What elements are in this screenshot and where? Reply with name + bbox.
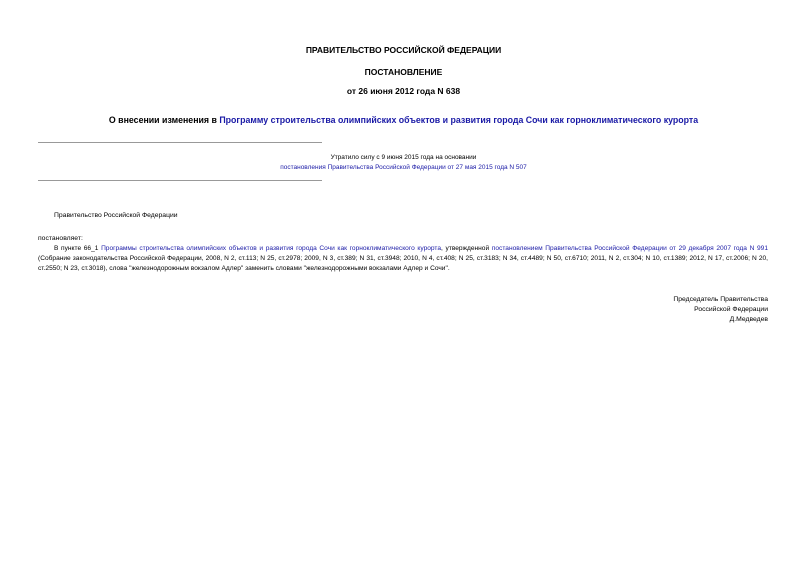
title-program-link[interactable]: Программу строительства олимпийских объектов и развития города Сочи как горноклиматического курорта	[219, 115, 699, 125]
divider-bottom	[38, 180, 322, 181]
status-note-row	[0, 164, 807, 171]
status-note-text: Утратило силу с 9 июня 2015 года на основании	[330, 154, 477, 161]
signature-organization: Российской Федерации	[694, 306, 768, 313]
government-name: Правительство Российской Федерации	[54, 212, 178, 219]
paragraph-middle: , утвержденной	[441, 245, 492, 252]
signature-position: Председатель Правительства	[673, 296, 768, 303]
signature-name: Д.Медведев	[729, 316, 768, 323]
decrees-word: постановляет:	[38, 235, 83, 242]
title-prefix: О внесении изменения в	[108, 115, 220, 125]
program-link[interactable]: Программы строительства олимпийских объектов и развития города Сочи как горноклиматического курорта	[101, 245, 442, 252]
paragraph-end: (Собрание законодательства Российской Федерации, 2008, N 2, ст.113; N 25, ст.2978; 2009, N 3, ст.389; N 31, ст.3948; 2010, N 4, ст.408; N 25, ст.3183; N 34, ст.4489; N 50, ст.6710; 2011, N 2, ст.304; N 10, ст.1389; 2012, N 17, ст.2006; N 20, ст.2550; N 23, ст.3018), слова "железнодорожным вокзалом Адлер" заменить словами "железнодорожными вокзалами Адлер и Сочи".	[38, 255, 768, 272]
document-title	[0, 115, 807, 125]
paragraph-start: В пункте 66_1	[54, 245, 102, 252]
body-paragraph	[38, 244, 768, 274]
decree-2007-link[interactable]: постановлением Правительства Российской Федерации от 29 декабря 2007 года N 991	[491, 245, 768, 252]
divider-top	[38, 142, 322, 143]
repeal-decree-link[interactable]: постановления Правительства Российской Федерации от 27 мая 2015 года N 507	[280, 164, 527, 171]
document-type-heading: ПОСТАНОВЛЕНИЕ	[364, 67, 443, 77]
date-number-heading: от 26 июня 2012 года N 638	[346, 86, 461, 96]
government-heading: ПРАВИТЕЛЬСТВО РОССИЙСКОЙ ФЕДЕРАЦИИ	[305, 45, 502, 55]
